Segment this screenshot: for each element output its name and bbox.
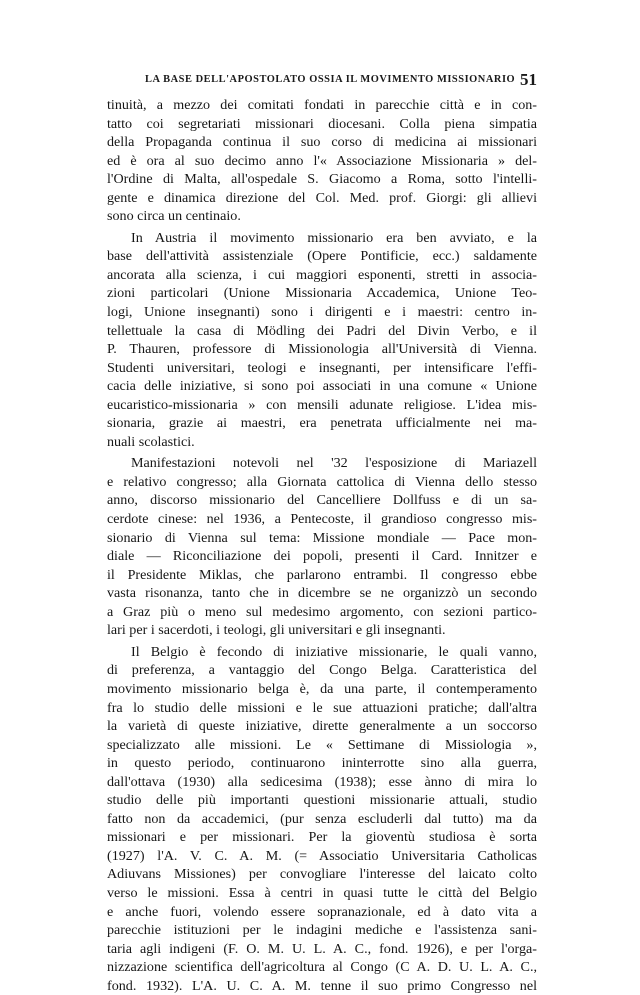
text-line: Il Belgio è fecondo di iniziative missionarie, le quali vanno, bbox=[131, 643, 537, 660]
text-line: missionari e per missionari. Per la gioventù studiosa è sorta bbox=[107, 829, 537, 846]
text-line: sono circa un centinaio. bbox=[107, 208, 241, 225]
text-line: della Propaganda continua il suo corso di medicina ai missionari bbox=[107, 134, 537, 151]
paragraph-continuation bbox=[107, 96, 537, 226]
text-line: cacia delle iniziative, si sono poi associati in una comune « Unione bbox=[107, 378, 537, 395]
text-line: movimento missionario belga è, da una parte, il contemperamento bbox=[107, 680, 537, 697]
text-line: lari per i sacerdoti, i teologi, gli universitari e gli insegnanti. bbox=[107, 622, 446, 639]
text-line: base dell'attività assistenziale (Opere Pontificie, ecc.) saldamente bbox=[107, 248, 537, 265]
text-line: zioni particolari (Unione Missionaria Accademica, Unione Teo- bbox=[107, 285, 537, 302]
text-line: di preferenza, a vantaggio del Congo Belga. Caratteristica del bbox=[107, 662, 537, 679]
text-line: cerdote cinese: nel 1936, a Pentecoste, il grandioso congresso mis- bbox=[107, 511, 537, 528]
text-line: tatto coi segretariati missionari diocesani. Colla piena simpatia bbox=[107, 115, 537, 132]
text-line: (1927) l'A. V. C. A. M. (= Associatio Universitaria Catholicas bbox=[107, 847, 537, 864]
text-line: la varietà di queste iniziative, dirette generalmente a un soccorso bbox=[107, 718, 537, 735]
text-line: tellettuale la casa di Mödling dei Padri del Divin Verbo, e il bbox=[107, 322, 537, 339]
text-line: In Austria il movimento missionario era ben avviato, e la bbox=[131, 229, 537, 246]
text-line: nuali scolastici. bbox=[107, 433, 195, 450]
text-line: e anche fuori, volendo essere sopranazionale, ed à dato vita a bbox=[107, 903, 537, 920]
page-number: 51 bbox=[520, 70, 537, 89]
text-line: logi, Unione insegnanti) sono i dirigenti e i maestri: centro in- bbox=[107, 304, 537, 321]
text-line: nizzazione scientifica dell'agricoltura al Congo (C A. D. U. L. A. C., bbox=[107, 959, 537, 976]
text-line: studio delle più importanti questioni missionarie attuali, studio bbox=[107, 792, 537, 809]
running-header bbox=[107, 70, 537, 92]
text-line: ed è ora al suo decimo anno l'« Associazione Missionaria » del- bbox=[107, 152, 537, 169]
text-line: fond. 1932). L'A. U. C. A. M. tenne il suo primo Congresso nel bbox=[107, 977, 537, 994]
text-line: dall'ottava (1930) alla sedicesima (1938); esse ànno di mira lo bbox=[107, 773, 537, 790]
text-line: e relativo congresso; alla Giornata cattolica di Vienna dello stesso bbox=[107, 473, 537, 490]
text-line: gente e dinamica direzione del Col. Med. prof. Giorgi: gli allievi bbox=[107, 189, 537, 206]
text-line: parecchie istituzioni per le indagini mediche e l'assistenza sani- bbox=[107, 922, 537, 939]
paragraph-belgio bbox=[107, 643, 537, 995]
text-line: specializzato alle missioni. Le « Settimane di Missiologia », bbox=[107, 736, 537, 753]
text-line: sionario di Vienna sul tema: Missione mondiale — Pace mon- bbox=[107, 529, 537, 546]
text-line: l'Ordine di Malta, all'ospedale S. Giacomo a Roma, sotto l'intelli- bbox=[107, 171, 537, 188]
text-line: vasta risonanza, tanto che in dicembre se ne organizzò un secondo bbox=[107, 585, 537, 602]
text-line: ancorata alla scienza, i cui maggiori esponenti, stretti in associa- bbox=[107, 266, 537, 283]
text-line: il Presidente Miklas, che parlarono entrambi. Il congresso ebbe bbox=[107, 566, 537, 583]
text-line: tinuità, a mezzo dei comitati fondati in parecchie città e in con- bbox=[107, 97, 537, 113]
text-line: sionaria, grazie ai maestri, era penetrata ufficialmente nei ma- bbox=[107, 415, 537, 432]
text-line: diale — Riconciliazione dei popoli, presenti il Card. Innitzer e bbox=[107, 548, 537, 565]
header-title: LA BASE DELL'APOSTOLATO OSSIA IL MOVIMENTO MISSIONARIO bbox=[145, 74, 516, 85]
paragraph-manifestazioni bbox=[107, 454, 537, 639]
text-line: taria agli indigeni (F. O. M. U. L. A. C., fond. 1926), e per l'orga- bbox=[107, 940, 537, 957]
text-line: a Graz più o meno sul medesimo argomento, con sezioni partico- bbox=[107, 603, 537, 620]
text-line: in questo periodo, continuarono ininterrotte sino alla guerra, bbox=[107, 755, 537, 772]
text-line: Studenti universitari, teologi e insegnanti, per intensificare l'effi- bbox=[107, 359, 537, 376]
text-line: verso le missioni. Essa à centri in quasi tutte le città del Belgio bbox=[107, 884, 537, 901]
text-line: Manifestazioni notevoli nel '32 l'esposizione di Mariazell bbox=[131, 455, 537, 472]
text-line: P. Thauren, professore di Missionologia all'Università di Vienna. bbox=[107, 341, 537, 358]
text-line: fatto non da accademici, (pur senza escluderli dal tutto) ma da bbox=[107, 810, 537, 827]
body-text bbox=[107, 96, 537, 995]
text-line: fra lo studio delle missioni e le sue attuazioni pratiche; dall'altra bbox=[107, 699, 537, 716]
text-line: anno, discorso missionario del Cancelliere Dollfuss e di un sa- bbox=[107, 492, 537, 509]
text-line: eucaristico-missionaria » con mensili adunate religiose. L'idea mis- bbox=[107, 396, 537, 413]
paragraph-austria bbox=[107, 229, 537, 452]
text-line: Adiuvans Missiones) per convogliare l'interesse del laicato colto bbox=[107, 866, 537, 883]
